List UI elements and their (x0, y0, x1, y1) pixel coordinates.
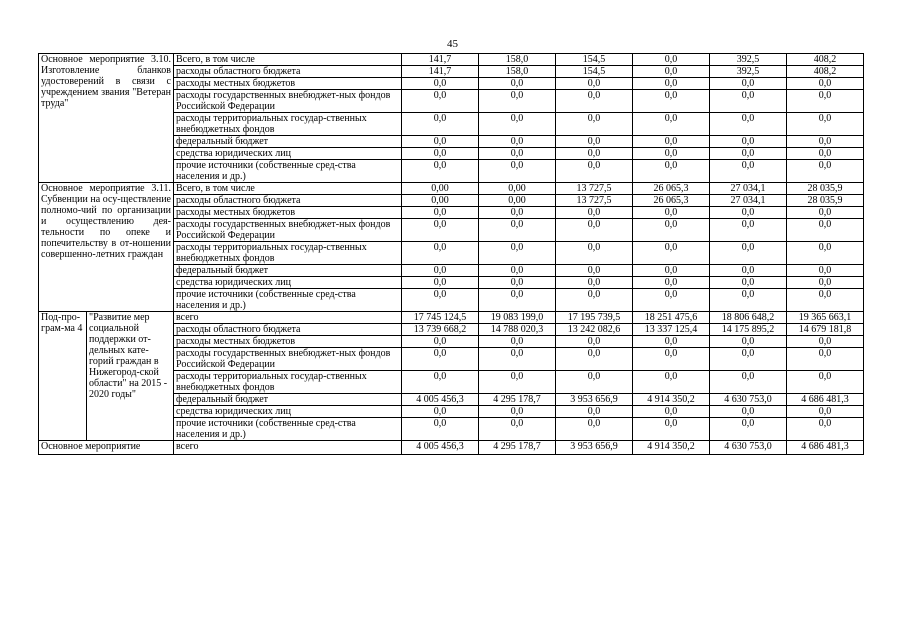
value-cell: 0,0 (479, 289, 556, 312)
table-body (39, 54, 864, 455)
row-desc: расходы территориальных государ-ственных внебюджетных фондов (174, 242, 402, 265)
row-desc: расходы областного бюджета (174, 324, 402, 336)
value-cell: 0,0 (633, 160, 710, 183)
value-cell: 0,0 (633, 418, 710, 441)
value-cell: 13 727,5 (556, 183, 633, 195)
value-cell: 0,0 (479, 336, 556, 348)
row-desc: Всего, в том числе (174, 183, 402, 195)
value-cell: 0,0 (479, 219, 556, 242)
table-row (39, 183, 864, 195)
value-cell: 13 727,5 (556, 195, 633, 207)
value-cell: 0,0 (556, 90, 633, 113)
value-cell: 0,0 (479, 371, 556, 394)
value-cell: 0,0 (710, 371, 787, 394)
value-cell: 0,0 (787, 113, 864, 136)
value-cell: 0,0 (402, 148, 479, 160)
value-cell: 0,0 (787, 418, 864, 441)
value-cell: 0,0 (633, 406, 710, 418)
value-cell: 0,0 (556, 277, 633, 289)
value-cell: 26 065,3 (633, 183, 710, 195)
value-cell: 4 914 350,2 (633, 441, 710, 455)
table-row (39, 312, 864, 324)
value-cell: 0,0 (402, 371, 479, 394)
value-cell: 0,0 (710, 242, 787, 265)
value-cell: 0,00 (479, 183, 556, 195)
value-cell: 0,0 (710, 418, 787, 441)
value-cell: 0,0 (479, 348, 556, 371)
value-cell: 0,0 (556, 219, 633, 242)
value-cell: 0,0 (556, 148, 633, 160)
value-cell: 13 739 668,2 (402, 324, 479, 336)
value-cell: 4 005 456,3 (402, 394, 479, 406)
row-desc: средства юридических лиц (174, 406, 402, 418)
value-cell: 13 337 125,4 (633, 324, 710, 336)
row-desc: расходы областного бюджета (174, 66, 402, 78)
value-cell: 0,0 (633, 371, 710, 394)
value-cell: 0,0 (787, 277, 864, 289)
value-cell: 0,0 (402, 289, 479, 312)
value-cell: 27 034,1 (710, 183, 787, 195)
value-cell: 392,5 (710, 66, 787, 78)
value-cell: 0,0 (787, 406, 864, 418)
value-cell: 0,0 (787, 90, 864, 113)
value-cell: 0,0 (633, 242, 710, 265)
value-cell: 0,0 (787, 78, 864, 90)
value-cell: 0,0 (479, 207, 556, 219)
value-cell: 4 686 481,3 (787, 394, 864, 406)
value-cell: 0,0 (402, 160, 479, 183)
value-cell: 0,0 (710, 406, 787, 418)
value-cell: 0,0 (710, 148, 787, 160)
value-cell: 18 806 648,2 (710, 312, 787, 324)
value-cell: 28 035,9 (787, 183, 864, 195)
value-cell: 0,0 (556, 371, 633, 394)
value-cell: 0,0 (556, 418, 633, 441)
value-cell: 0,0 (787, 371, 864, 394)
value-cell: 0,0 (633, 348, 710, 371)
value-cell: 0,0 (710, 78, 787, 90)
value-cell: 0,00 (479, 195, 556, 207)
value-cell: 17 745 124,5 (402, 312, 479, 324)
value-cell: 19 365 663,1 (787, 312, 864, 324)
row-desc: расходы территориальных государ-ственных внебюджетных фондов (174, 113, 402, 136)
value-cell: 17 195 739,5 (556, 312, 633, 324)
value-cell: 0,0 (633, 78, 710, 90)
value-cell: 0,0 (633, 136, 710, 148)
value-cell: 0,0 (556, 406, 633, 418)
value-cell: 0,0 (633, 277, 710, 289)
value-cell: 0,0 (402, 336, 479, 348)
value-cell: 0,0 (633, 113, 710, 136)
value-cell: 0,0 (787, 242, 864, 265)
value-cell: 0,0 (633, 90, 710, 113)
value-cell: 0,0 (633, 66, 710, 78)
value-cell: 4 295 178,7 (479, 441, 556, 455)
value-cell: 154,5 (556, 66, 633, 78)
row-desc: федеральный бюджет (174, 394, 402, 406)
value-cell: 408,2 (787, 66, 864, 78)
value-cell: 4 686 481,3 (787, 441, 864, 455)
row-desc: средства юридических лиц (174, 148, 402, 160)
value-cell: 0,0 (710, 113, 787, 136)
value-cell: 0,0 (402, 418, 479, 441)
value-cell: 0,0 (402, 219, 479, 242)
value-cell: 158,0 (479, 54, 556, 66)
value-cell: 0,00 (402, 183, 479, 195)
subprogram-label: Под-про-грам-ма 4 (39, 312, 87, 441)
value-cell: 0,0 (402, 406, 479, 418)
value-cell: 408,2 (787, 54, 864, 66)
value-cell: 141,7 (402, 54, 479, 66)
value-cell: 0,0 (556, 113, 633, 136)
value-cell: 154,5 (556, 54, 633, 66)
value-cell: 0,0 (402, 242, 479, 265)
value-cell: 3 953 656,9 (556, 441, 633, 455)
value-cell: 0,0 (710, 265, 787, 277)
value-cell: 3 953 656,9 (556, 394, 633, 406)
value-cell: 19 083 199,0 (479, 312, 556, 324)
value-cell: 0,0 (556, 336, 633, 348)
value-cell: 0,0 (479, 148, 556, 160)
value-cell: 0,0 (402, 90, 479, 113)
row-desc: расходы местных бюджетов (174, 336, 402, 348)
row-desc: федеральный бюджет (174, 136, 402, 148)
measure-label: Основное мероприятие 3.11. Субвенции на осу-ществление полномо-чий по организации и осуществлению дея-тельности по опеке и попечительству в от-ношении совершенно-летних граждан (39, 183, 174, 312)
value-cell: 4 295 178,7 (479, 394, 556, 406)
value-cell: 4 914 350,2 (633, 394, 710, 406)
value-cell: 0,0 (710, 219, 787, 242)
value-cell: 0,0 (633, 219, 710, 242)
value-cell: 0,00 (402, 195, 479, 207)
value-cell: 0,0 (633, 289, 710, 312)
value-cell: 18 251 475,6 (633, 312, 710, 324)
value-cell: 0,0 (787, 348, 864, 371)
value-cell: 0,0 (402, 136, 479, 148)
row-desc: средства юридических лиц (174, 277, 402, 289)
value-cell: 0,0 (710, 277, 787, 289)
value-cell: 0,0 (556, 207, 633, 219)
row-desc: расходы местных бюджетов (174, 207, 402, 219)
value-cell: 0,0 (479, 406, 556, 418)
value-cell: 0,0 (556, 160, 633, 183)
subprogram-title: "Развитие мер социальной поддержки от-дельных кате-горий граждан в Нижегород-ской области" на 2015 - 2020 годы" (87, 312, 174, 441)
value-cell: 0,0 (402, 265, 479, 277)
value-cell: 0,0 (633, 207, 710, 219)
row-desc: расходы государственных внебюджет-ных фондов Российской Федерации (174, 90, 402, 113)
value-cell: 27 034,1 (710, 195, 787, 207)
row-desc: прочие источники (собственные сред-ства населения и др.) (174, 418, 402, 441)
value-cell: 0,0 (479, 242, 556, 265)
table-row (39, 441, 864, 455)
value-cell: 0,0 (402, 78, 479, 90)
value-cell: 4 630 753,0 (710, 394, 787, 406)
row-desc: прочие источники (собственные сред-ства населения и др.) (174, 289, 402, 312)
value-cell: 0,0 (710, 289, 787, 312)
value-cell: 0,0 (787, 289, 864, 312)
table-row (39, 54, 864, 66)
row-desc: расходы территориальных государ-ственных внебюджетных фондов (174, 371, 402, 394)
value-cell: 0,0 (710, 136, 787, 148)
measure-label: Основное мероприятие (39, 441, 174, 455)
value-cell: 0,0 (556, 136, 633, 148)
row-desc: Всего, в том числе (174, 54, 402, 66)
value-cell: 0,0 (556, 265, 633, 277)
value-cell: 0,0 (402, 348, 479, 371)
value-cell: 0,0 (787, 136, 864, 148)
value-cell: 0,0 (787, 160, 864, 183)
value-cell: 0,0 (787, 207, 864, 219)
value-cell: 26 065,3 (633, 195, 710, 207)
row-desc: всего (174, 312, 402, 324)
value-cell: 4 005 456,3 (402, 441, 479, 455)
value-cell: 0,0 (710, 207, 787, 219)
value-cell: 28 035,9 (787, 195, 864, 207)
row-desc: расходы государственных внебюджет-ных фондов Российской Федерации (174, 219, 402, 242)
value-cell: 14 788 020,3 (479, 324, 556, 336)
value-cell: 0,0 (402, 113, 479, 136)
value-cell: 0,0 (556, 289, 633, 312)
value-cell: 0,0 (479, 136, 556, 148)
value-cell: 0,0 (556, 242, 633, 265)
measure-label: Основное мероприятие 3.10. Изготовление бланков удостоверений в связи с учреждением звания "Ветеран труда" (39, 54, 174, 183)
row-desc: федеральный бюджет (174, 265, 402, 277)
value-cell: 0,0 (402, 207, 479, 219)
value-cell: 0,0 (710, 160, 787, 183)
value-cell: 392,5 (710, 54, 787, 66)
value-cell: 14 679 181,8 (787, 324, 864, 336)
value-cell: 14 175 895,2 (710, 324, 787, 336)
budget-table (38, 53, 864, 455)
value-cell: 0,0 (479, 78, 556, 90)
value-cell: 0,0 (633, 54, 710, 66)
value-cell: 141,7 (402, 66, 479, 78)
row-desc: прочие источники (собственные сред-ства населения и др.) (174, 160, 402, 183)
value-cell: 13 242 082,6 (556, 324, 633, 336)
value-cell: 0,0 (710, 336, 787, 348)
value-cell: 0,0 (556, 348, 633, 371)
row-desc: расходы местных бюджетов (174, 78, 402, 90)
value-cell: 158,0 (479, 66, 556, 78)
row-desc: расходы областного бюджета (174, 195, 402, 207)
value-cell: 0,0 (787, 148, 864, 160)
value-cell: 0,0 (479, 90, 556, 113)
row-desc: всего (174, 441, 402, 455)
value-cell: 0,0 (787, 265, 864, 277)
value-cell: 0,0 (633, 336, 710, 348)
value-cell: 0,0 (479, 160, 556, 183)
value-cell: 0,0 (633, 265, 710, 277)
value-cell: 0,0 (710, 348, 787, 371)
row-desc: расходы государственных внебюджет-ных фондов Российской Федерации (174, 348, 402, 371)
value-cell: 0,0 (787, 219, 864, 242)
value-cell: 0,0 (479, 113, 556, 136)
value-cell: 0,0 (633, 148, 710, 160)
value-cell: 0,0 (556, 78, 633, 90)
value-cell: 0,0 (479, 277, 556, 289)
value-cell: 4 630 753,0 (710, 441, 787, 455)
value-cell: 0,0 (402, 277, 479, 289)
page-number: 45 (447, 38, 458, 50)
value-cell: 0,0 (479, 418, 556, 441)
value-cell: 0,0 (479, 265, 556, 277)
value-cell: 0,0 (787, 336, 864, 348)
value-cell: 0,0 (710, 90, 787, 113)
